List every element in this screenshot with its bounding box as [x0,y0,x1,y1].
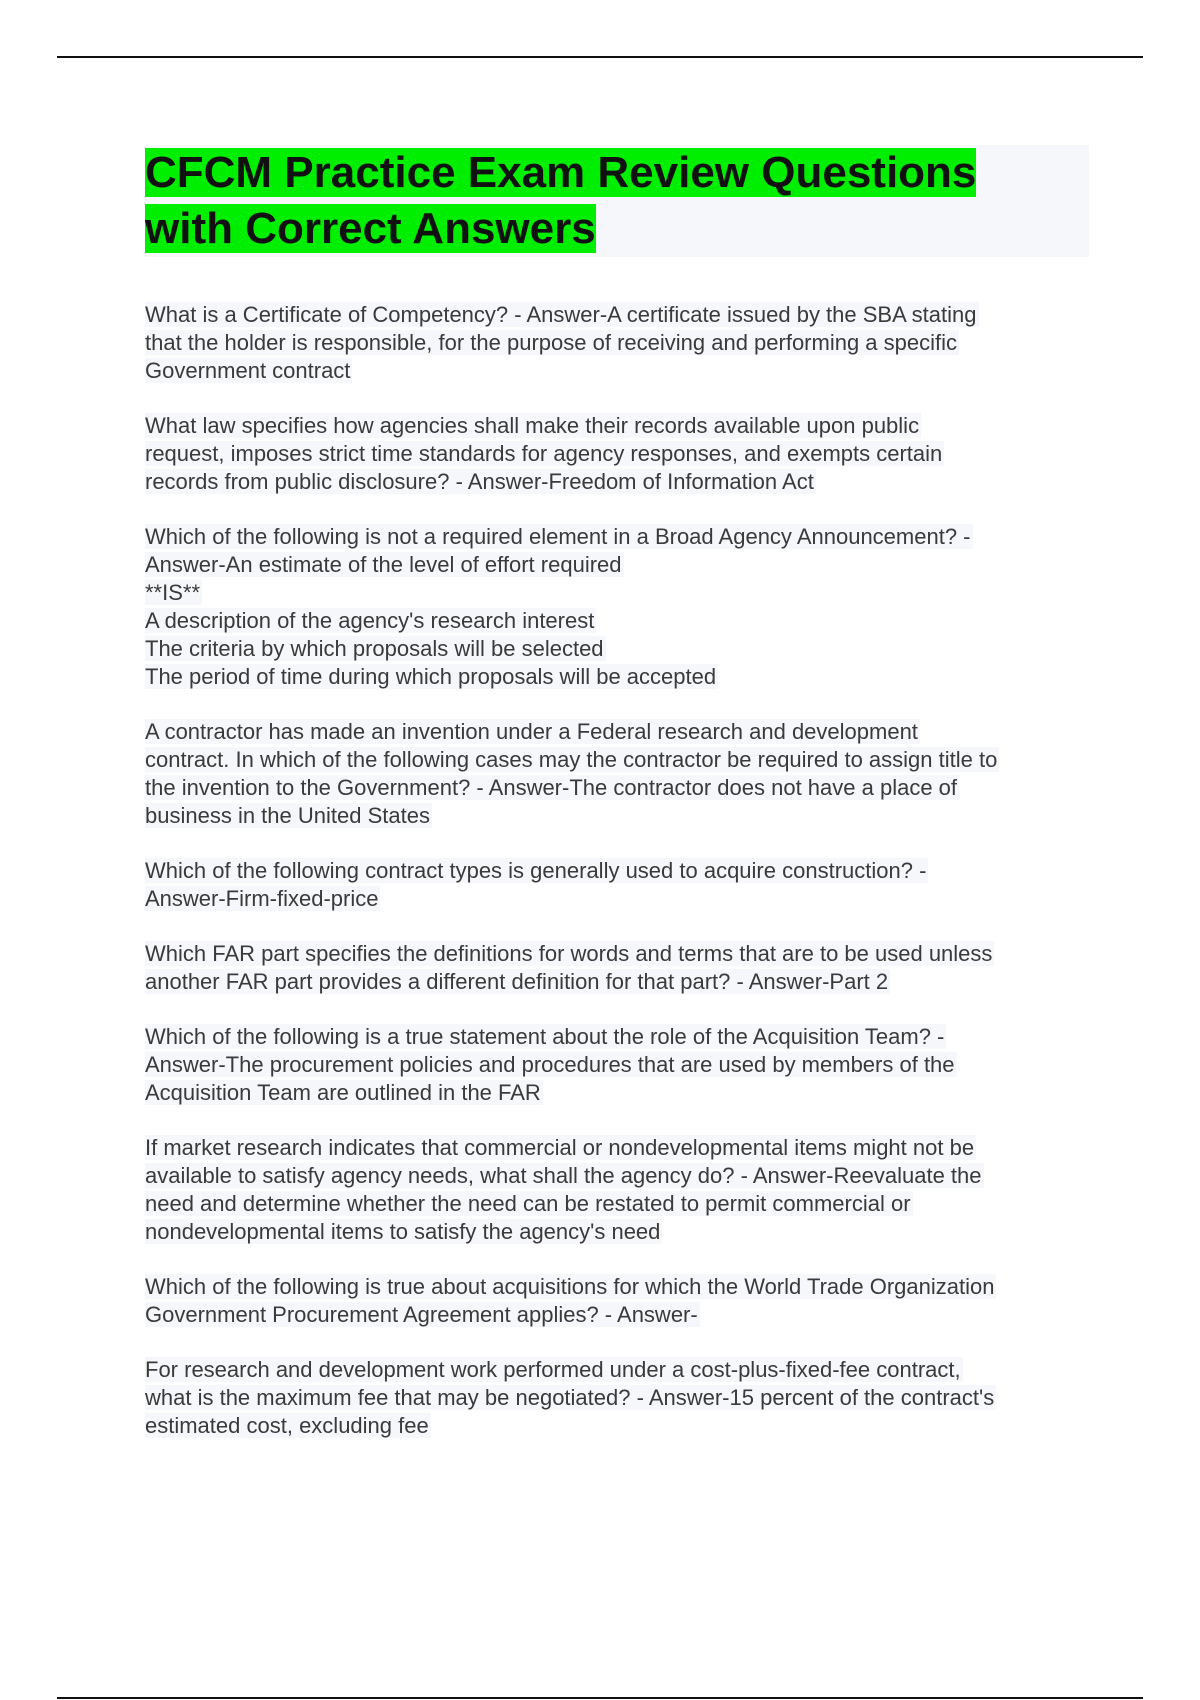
question-text: If market research indicates that commercial or nondevelopmental items might not be [145,1135,975,1160]
question-list [145,301,1095,1467]
question-text-line [145,802,1095,830]
question-text-line [145,1134,1095,1162]
question-text: Government Procurement Agreement applies? - Answer- [145,1302,698,1327]
title-line-2: with Correct Answers [145,204,596,253]
question-text-line [145,1412,1095,1440]
question-text-line [145,940,1095,968]
question-text: estimated cost, excluding fee [145,1413,429,1438]
question-text: What is a Certificate of Competency? - Answer-A certificate issued by the SBA stating [145,302,977,327]
question-text: available to satisfy agency needs, what shall the agency do? - Answer-Reevaluate the [145,1163,982,1188]
question-text-line [145,607,1095,635]
top-rule [57,56,1143,58]
question-item [145,718,1095,830]
question-text: Government contract [145,358,351,383]
question-text-line [145,857,1095,885]
question-text-line [145,1079,1095,1107]
question-item [145,1273,1095,1329]
question-item [145,940,1095,996]
question-text: request, imposes strict time standards for agency responses, and exempts certain [145,441,943,466]
question-text: Acquisition Team are outlined in the FAR [145,1080,541,1105]
question-text-line [145,551,1095,579]
question-text-line [145,579,1095,607]
question-text-line [145,635,1095,663]
question-text-line [145,412,1095,440]
question-text-line [145,523,1095,551]
question-text-line [145,968,1095,996]
question-text: contract. In which of the following cases may the contractor be required to assign title to [145,747,998,772]
question-text: the invention to the Government? - Answer-The contractor does not have a place of [145,775,958,800]
question-text-line [145,1190,1095,1218]
question-text-line [145,1356,1095,1384]
question-text: nondevelopmental items to satisfy the agency's need [145,1219,661,1244]
question-text: Answer-An estimate of the level of effort required [145,552,622,577]
title-block [145,145,1089,257]
question-item [145,1134,1095,1246]
question-text: need and determine whether the need can be restated to permit commercial or [145,1191,911,1216]
question-text-line [145,663,1095,691]
question-text: Answer-Firm-fixed-price [145,886,379,911]
question-item [145,857,1095,913]
question-text-line [145,718,1095,746]
question-text: that the holder is responsible, for the purpose of receiving and performing a specific [145,330,958,355]
question-text: Which of the following contract types is generally used to acquire construction? - [145,858,927,883]
question-text-line [145,301,1095,329]
question-text-line [145,774,1095,802]
question-text-line [145,885,1095,913]
question-text: another FAR part provides a different definition for that part? - Answer-Part 2 [145,969,889,994]
question-text: The period of time during which proposals will be accepted [145,664,717,689]
question-text-line [145,1218,1095,1246]
question-text: **IS** [145,580,201,605]
question-item [145,1356,1095,1440]
question-item [145,1023,1095,1107]
question-text-line [145,1384,1095,1412]
title-line-1: CFCM Practice Exam Review Questions [145,148,977,197]
question-text-line [145,1273,1095,1301]
question-text: A description of the agency's research interest [145,608,595,633]
question-text: Which FAR part specifies the definitions for words and terms that are to be used unless [145,941,993,966]
question-text: what is the maximum fee that may be negotiated? - Answer-15 percent of the contract's [145,1385,995,1410]
question-item [145,412,1095,496]
question-text: Answer-The procurement policies and procedures that are used by members of the [145,1052,955,1077]
question-item [145,301,1095,385]
question-text: Which of the following is true about acquisitions for which the World Trade Organization [145,1274,995,1299]
question-text: business in the United States [145,803,430,828]
question-text-line [145,468,1095,496]
question-text-line [145,1051,1095,1079]
question-text-line [145,1023,1095,1051]
question-text: A contractor has made an invention under a Federal research and development [145,719,918,744]
question-text-line [145,1301,1095,1329]
question-text: Which of the following is not a required element in a Broad Agency Announcement? - [145,524,971,549]
question-text: Which of the following is a true statement about the role of the Acquisition Team? - [145,1024,945,1049]
question-text-line [145,440,1095,468]
question-text: For research and development work performed under a cost-plus-fixed-fee contract, [145,1357,961,1382]
question-text-line [145,357,1095,385]
question-text-line [145,329,1095,357]
bottom-rule [57,1697,1143,1699]
document-title [145,145,1089,257]
question-item [145,523,1095,691]
question-text-line [145,746,1095,774]
question-text: records from public disclosure? - Answer-Freedom of Information Act [145,469,814,494]
question-text: What law specifies how agencies shall make their records available upon public [145,413,920,438]
question-text-line [145,1162,1095,1190]
question-text: The criteria by which proposals will be selected [145,636,604,661]
